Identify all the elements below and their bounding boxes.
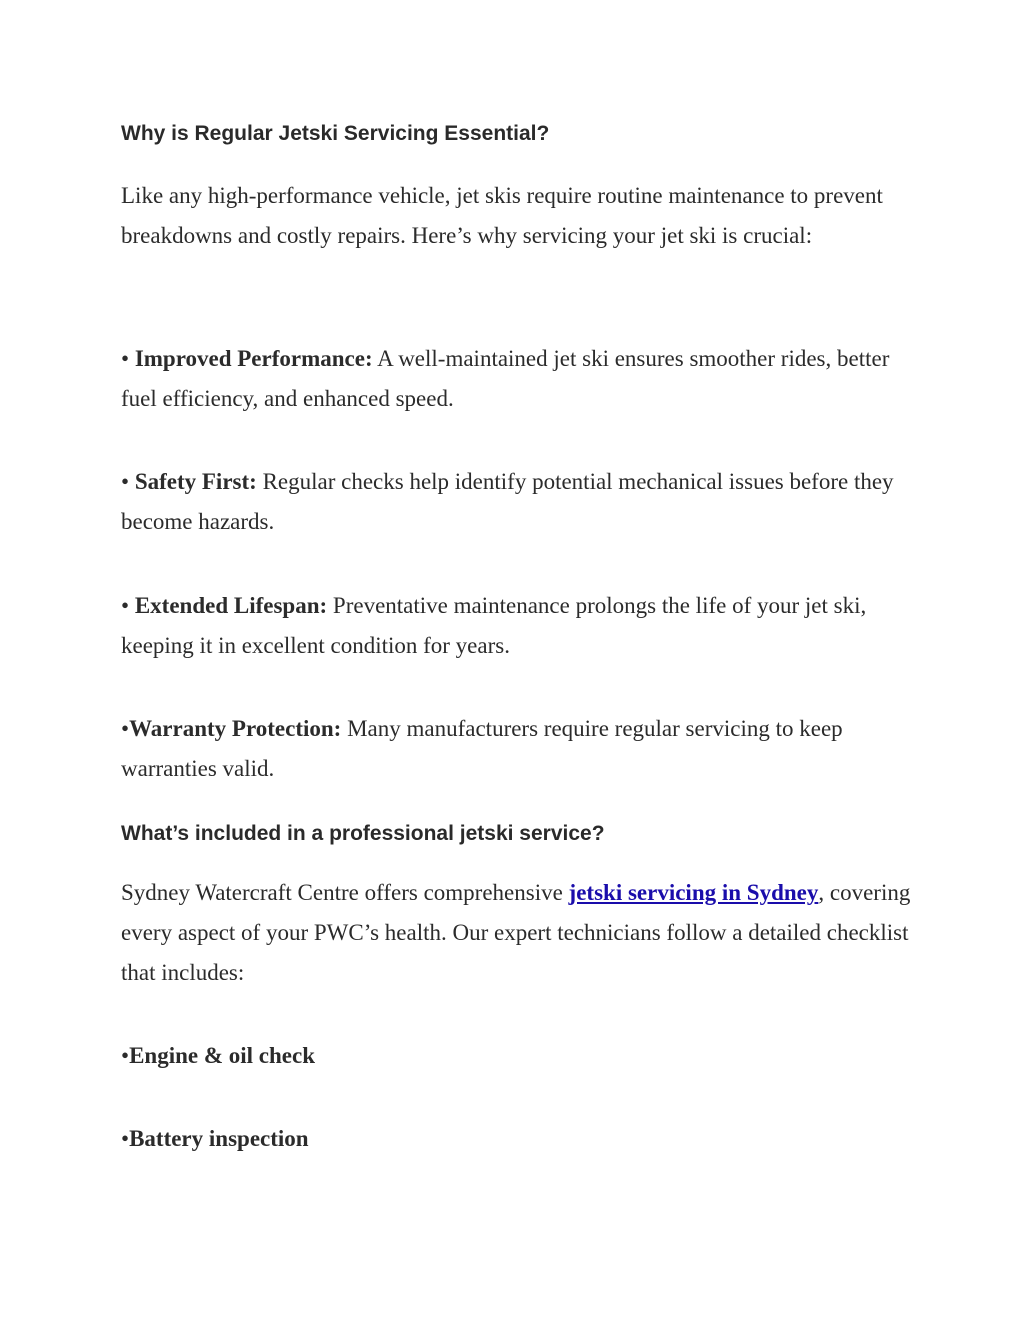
section-heading-whats-included: What’s included in a professional jetski service?	[121, 822, 605, 845]
bullet-text: A well-maintained jet ski ensures smoother rides, better fuel efficiency, and enhanced speed.	[121, 346, 890, 411]
bullet-title: Safety First:	[134, 469, 257, 494]
checklist-item-battery	[121, 1119, 911, 1159]
bullet-title: Extended Lifespan:	[134, 593, 328, 618]
service-intro-text-continued: , covering every aspect of your PWC’s health. Our expert technicians follow a detailed checklist that includes:	[121, 880, 911, 985]
bullet-marker: •	[121, 593, 135, 618]
checklist-item-title: Engine & oil check	[129, 1043, 315, 1068]
bullet-marker: •	[121, 469, 135, 494]
bullet-marker: •	[121, 1043, 130, 1068]
bullet-extended-lifespan	[121, 586, 911, 666]
bullet-text: Many manufacturers require regular servicing to keep warranties valid.	[121, 716, 843, 781]
bullet-marker: •	[121, 1126, 130, 1151]
checklist-item-engine-oil	[121, 1036, 911, 1076]
section-heading-why-servicing: Why is Regular Jetski Servicing Essential?	[121, 122, 550, 145]
checklist-item-title: Battery inspection	[129, 1126, 309, 1151]
bullet-improved-performance	[121, 339, 911, 419]
jetski-servicing-link[interactable]: jetski servicing in Sydney	[568, 880, 819, 905]
bullet-text: Regular checks help identify potential mechanical issues before they become hazards.	[121, 469, 894, 534]
intro-paragraph: Like any high-performance vehicle, jet skis require routine maintenance to prevent breakdowns and costly repairs. Here’s why servicing your jet ski is crucial:	[121, 183, 883, 248]
bullet-marker: •	[121, 346, 135, 371]
bullet-title: Improved Performance:	[134, 346, 373, 371]
bullet-text: Preventative maintenance prolongs the life of your jet ski, keeping it in excellent condition for years.	[121, 593, 867, 658]
bullet-safety-first	[121, 462, 911, 542]
bullet-title: Warranty Protection:	[129, 716, 342, 741]
service-intro-text: Sydney Watercraft Centre offers comprehensive	[121, 880, 569, 905]
bullet-marker: •	[121, 716, 130, 741]
service-intro-paragraph	[121, 873, 911, 993]
bullet-warranty-protection	[121, 709, 911, 789]
